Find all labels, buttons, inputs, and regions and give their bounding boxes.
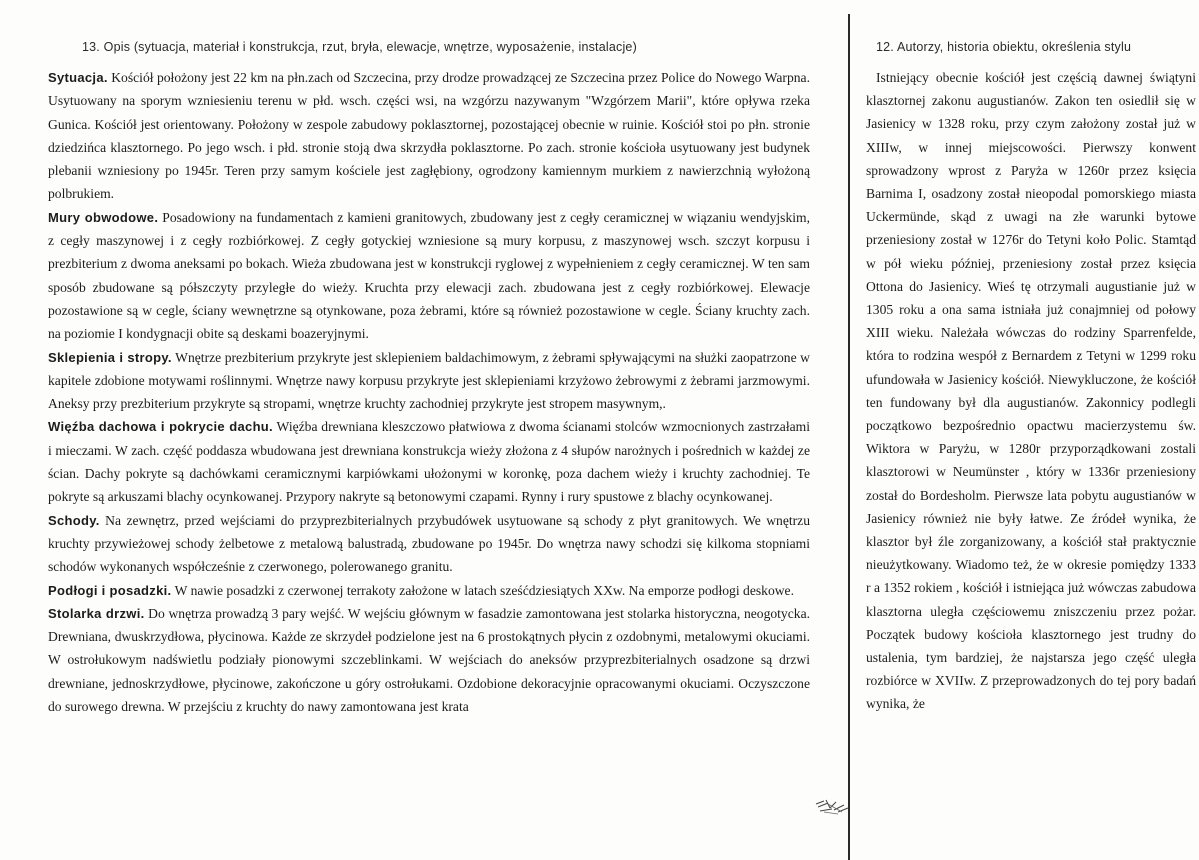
section-floors (48, 579, 810, 602)
section-lead: Mury obwodowe. (48, 209, 159, 225)
history-body (866, 66, 1196, 716)
section-text: Na zewnętrz, przed wejściami do przyprezbiterialnych przybudówek usytuowane są schody z płyt granitowych. We wnętrzu kruchty przywieżowej schody żelbetowe z metalową balustradą, zbudowane po 1945r. Do wnętrza nawy schodzi się kilkoma stopniami schodów wykonanych współcześnie z czerwonego, polerowanego granitu. (48, 512, 810, 575)
section-text: Więźba drewniana kleszczowo płatwiowa z dwoma ścianami stolców wzmocnionych zastrzałami i mieczami. W zach. część poddasza wbudowana jest drewniana konstrukcja wieży złożona z 4 słupów narożnych i pośrednich w każdej ze ścian. Dachy pokryte są dachówkami ceramicznymi karpiówkami ułożonymi w koronkę, poza dachem wieży i kruchty zachodniej. Te pokryte są arkuszami blachy ocynkowanej. Przypory nakryte są betonowymi czapami. Rynny i rury spustowe z blachy ocynkowanej. (48, 419, 811, 505)
section-lead: Sytuacja. (48, 70, 108, 85)
section-situation (48, 66, 810, 206)
section-walls (48, 206, 810, 346)
section-stairs (48, 509, 810, 579)
section-text: Do wnętrza prowadzą 3 pary wejść. W wejściu głównym w fasadzie zamontowana jest stolarka historyczna, neogotycka. Drewniana, dwuskrzydłowa, płycinowa. Każde ze skrzydeł podzielone jest na 6 prostokątnych płycin z ozdobnymi, metalowymi okuciami. W ostrołukowym nadświetlu podziały pionowymi szczeblinkami. W wejściach do aneksów przyprezbiterialnych osadzone są drzwi drewniane, jednoskrzydłowe, płycinowe, zakończone u góry ostrołukami. Ozdobione dekoracyjnie opracowanymi okuciami. Oczyszczone do surowego drewna. W przejściu z kruchty do nawy zamontowana jest krata (48, 605, 810, 715)
section-doors (48, 602, 810, 718)
description-heading: 13. Opis (sytuacja, materiał i konstrukcja, rzut, bryła, elewacje, wnętrze, wyposażenie, instalacje) (82, 40, 637, 54)
history-heading: 12. Autorzy, historia obiektu, określenia stylu (876, 40, 1132, 54)
section-text: W nawie posadzki z czerwonej terrakoty założone w latach sześćdziesiątych XXw. Na emporze podłogi deskowe. (171, 582, 794, 598)
section-text: Kościół położony jest 22 km na płn.zach od Szczecina, przy drodze prowadzącej ze Szczecina przez Police do Nowego Warpna. Usytuowany na sporym wzniesieniu terenu w płd. wsch. części wsi, na wzgórzu nazywanym "Wzgórzem Marii", które opływa rzeka Gunica. Kościół jest orientowany. Położony w zespole zabudowy poklasztornej, pozostającej obecnie w ruinie. Kościół stoi po płn. stronie dziedzińca klasztornego. Po jego wsch. i płd. stronie stoją dwa skrzydła poklasztorne. Po zach. stronie kościoła usytuowany jest budynek plebanii wzniesiony po 1945r. Teren przy samym kościele jest zagłębiony, ogrodzony kamiennym murkiem z nawierzchnią wyłożoną polbrukiem. (48, 70, 810, 202)
column-divider (848, 14, 850, 860)
section-text: Wnętrze prezbiterium przykryte jest sklepieniem baldachimowym, z żebrami spływającymi na służki zaopatrzone w kapitele zdobione motywami roślinnymi. Wnętrze nawy korpusu przykryte jest sklepieniami krzyżowo żebrowymi z żebrami jarzmowymi. Aneksy przy prezbiterium przykryte są stropami, wnętrze kruchty zachodniej przykryte jest stropem masywnym,. (48, 349, 810, 412)
section-roof (48, 415, 810, 508)
margin-scribble-icon (814, 794, 850, 818)
section-lead: Sklepienia i stropy. (48, 349, 172, 365)
section-text: Posadowiony na fundamentach z kamieni granitowych, zbudowany jest z cegły ceramicznej w wiązaniu wendyjskim, z cegły maszynowej i z cegły rozbiórkowej. Z cegły gotyckiej wzniesione są mury korpusu, z maszynowej wsch. szczyt korpusu i prezbiterium z dwoma aneksami po bokach. Wieża zbudowana jest w konstrukcji ryglowej z wypełnieniem z cegły ceramicznej. W ten sam sposób zbudowane są półszczyty przyległe do wieży. Kruchta przy elewacji zach. zbudowana jest z cegły rozbiórkowej. Elewacje pozostawione są w cegle, ściany wewnętrzne są otynkowane, poza żebrami, które są również pozostawione w cegle. Ściany kruchty zach. na poziomie I kondygnacji obite są deskami boazeryjnymi. (48, 209, 810, 342)
section-lead: Więźba dachowa i pokrycie dachu. (48, 419, 273, 435)
section-vaults (48, 346, 810, 416)
history-column (866, 0, 1196, 860)
description-column (48, 0, 810, 860)
section-lead: Schody. (48, 512, 100, 528)
history-text: Istniejący obecnie kościół jest częścią dawnej świątyni klasztornej zakonu augustianów. Zakon ten osiedlił się w Jasienicy w 1328 roku, przy czym założony został już w XIIIw, w innej miejscowości. Pierwszy konwent sprowadzony wprost z Paryża w 1260r przez księcia Barnima I, osadzony został nieopodal pomorskiego miasta Uckermünde, skąd z uwagi na złe warunki bytowe przeniesiony został w 1276r do Tetyni koło Polic. Stamtąd w pół wieku później, przeniesiony został przez księcia Ottona do Jasienicy. Wieś tę otrzymali augustianie już w 1305 roku a ona sama istniała już conajmniej od połowy XIII wieku. Należała wówczas do rodziny Sparrenfelde, która to rodzina wespół z Bernardem z Tetyni w 1299 roku ufundowała w Jasienicy kościół. Niewykluczone, że kościół ten fundowany był dla augustianów. Zakonnicy podlegli początkowo bezpośrednio opactwu macierzystemu św. Wiktora w Paryżu, w 1280r przyporządkowani zostali klasztorowi w Neumünster , który w 1336r przeniesiony został do Bordesholm. Pierwsze lata pobytu augustianów w Jasienicy również nie były łatwe. Ze źródeł wynika, że klasztor był źle zorganizowany, a kościół stał praktycznie nieużytkowany. Wiadomo też, że w okresie pomiędzy 1333 r a 1352 rokiem , kościół i istniejąca już wówczas zabudowa klasztorna uległa częściowemu zniszczeniu przez pożar. Początek budowy kościoła klasztornego jest trudny do ustalenia, tym bardziej, że najstarsza jego część uległa rozbiórce w XVIIw. Z przeprowadzonych do tej pory badań wynika, że (866, 70, 1196, 712)
description-body (48, 66, 810, 718)
section-lead: Stolarka drzwi. (48, 605, 145, 621)
section-lead: Podłogi i posadzki. (48, 582, 172, 598)
